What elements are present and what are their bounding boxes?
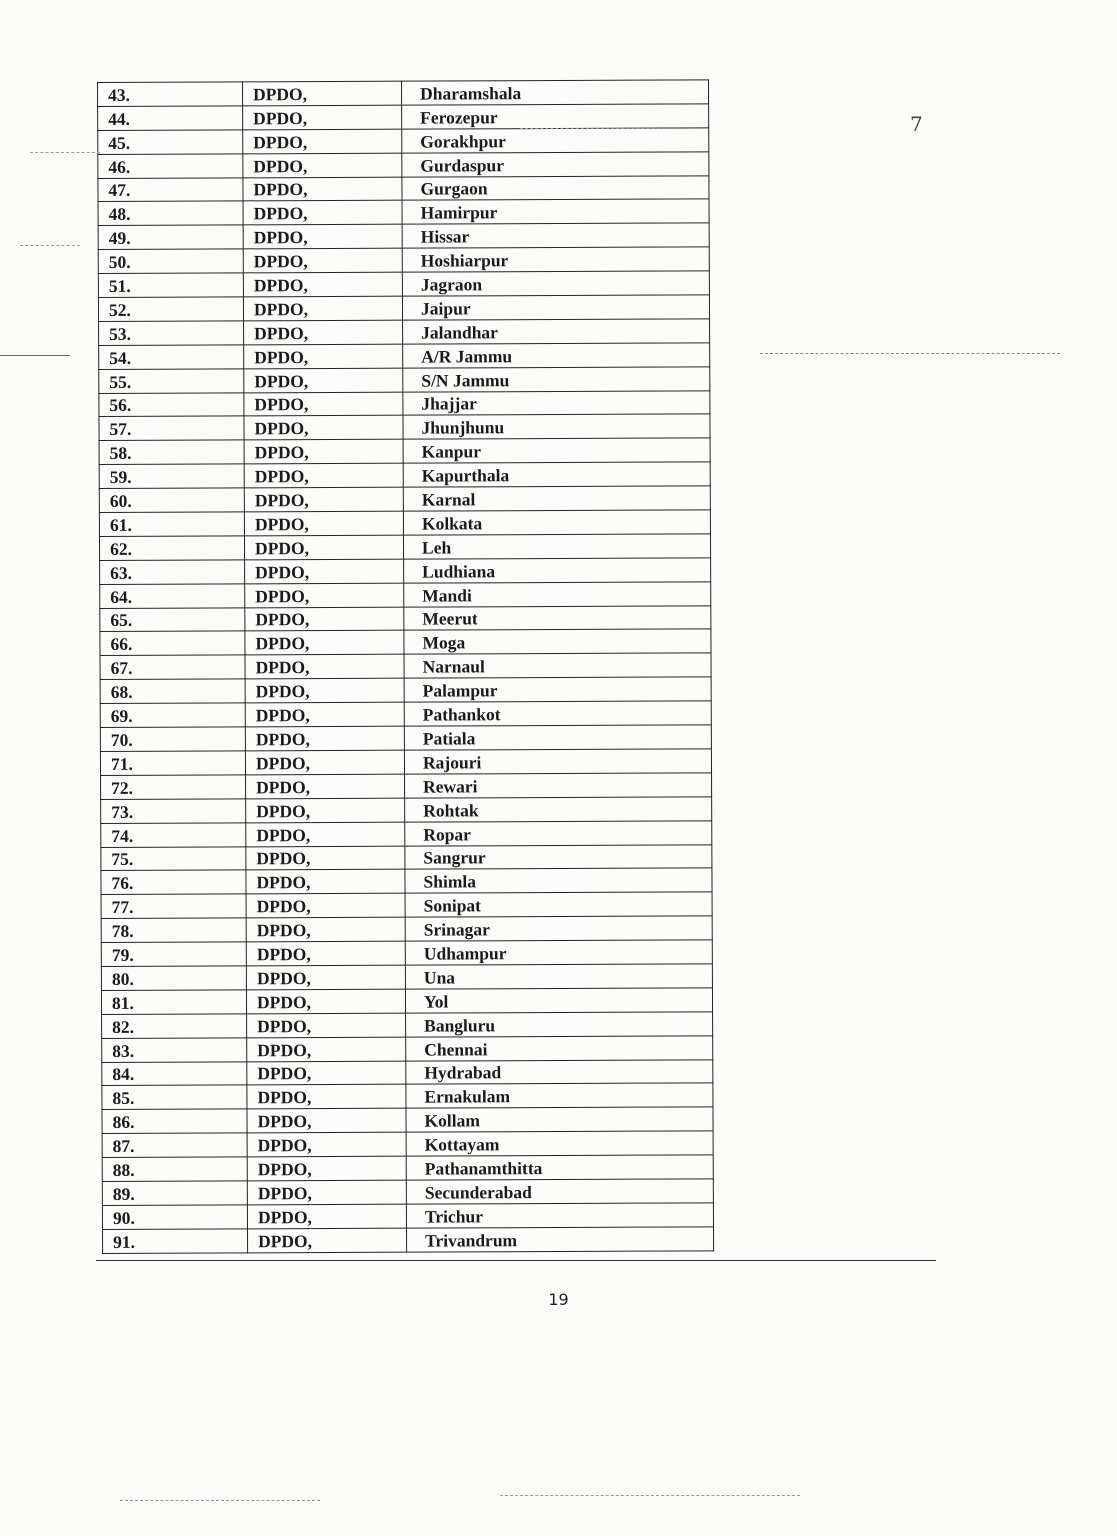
office-cell: DPDO, (244, 487, 403, 512)
table-row (101, 868, 712, 895)
table-row (98, 295, 709, 322)
station-cell: Dharamshala (401, 80, 708, 105)
table-row (99, 343, 710, 370)
table-row (98, 80, 709, 107)
serial-number-cell: 73. (101, 799, 246, 824)
office-cell: DPDO, (243, 248, 402, 273)
table-row (98, 104, 709, 131)
table-row (102, 1155, 713, 1182)
serial-number-cell: 90. (102, 1205, 247, 1230)
office-cell: DPDO, (245, 655, 404, 680)
station-cell: Kapurthala (403, 462, 710, 487)
station-cell: Bangluru (406, 1012, 713, 1037)
office-cell: DPDO, (245, 678, 404, 703)
station-cell: Gorakhpur (402, 128, 709, 153)
office-cell: DPDO, (244, 511, 403, 536)
office-cell: DPDO, (246, 798, 405, 823)
table-row (101, 773, 712, 800)
station-cell: Una (405, 964, 712, 989)
serial-number-cell: 53. (99, 321, 244, 346)
serial-number-cell: 49. (98, 225, 243, 250)
serial-number-cell: 84. (102, 1061, 247, 1086)
office-cell: DPDO, (246, 989, 405, 1014)
serial-number-cell: 48. (98, 201, 243, 226)
table-row (98, 199, 709, 226)
station-cell: Rohtak (405, 797, 712, 822)
serial-number-cell: 83. (102, 1037, 247, 1062)
station-cell: Meerut (404, 605, 711, 630)
serial-number-cell: 79. (101, 942, 246, 967)
table-row (100, 701, 711, 728)
scan-artifact (760, 353, 1060, 354)
office-cell: DPDO, (243, 225, 402, 250)
office-cell: DPDO, (247, 1108, 406, 1133)
serial-number-cell: 75. (101, 846, 246, 871)
table-row (101, 988, 712, 1015)
office-cell: DPDO, (244, 416, 403, 441)
table-row (98, 152, 709, 179)
scan-artifact (20, 245, 80, 246)
margin-mark: 7 (910, 112, 923, 136)
office-cell: DPDO, (245, 702, 404, 727)
table-row (99, 462, 710, 489)
office-cell: DPDO, (245, 726, 404, 751)
station-cell: Leh (403, 534, 710, 559)
table-row (102, 1179, 713, 1206)
station-cell: Hydrabad (406, 1059, 713, 1084)
serial-number-cell: 54. (99, 345, 244, 370)
scan-artifact (0, 355, 70, 356)
station-cell: Hamirpur (402, 199, 709, 224)
office-cell: DPDO, (243, 153, 402, 178)
office-cell: DPDO, (245, 583, 404, 608)
office-cell: DPDO, (246, 917, 405, 942)
table-row (101, 916, 712, 943)
station-cell: Ropar (405, 820, 712, 845)
scan-artifact (500, 1495, 800, 1496)
office-cell: DPDO, (246, 941, 405, 966)
table-row (101, 940, 712, 967)
station-cell: Jhajjar (403, 390, 710, 415)
table-row (101, 892, 712, 919)
table-row (98, 247, 709, 274)
station-cell: Kolkata (403, 510, 710, 535)
table-row (98, 223, 709, 250)
office-cell: DPDO, (244, 463, 403, 488)
table-row (98, 128, 709, 155)
serial-number-cell: 57. (99, 416, 244, 441)
table-row (102, 1131, 713, 1158)
serial-number-cell: 66. (100, 631, 245, 656)
serial-number-cell: 71. (100, 751, 245, 776)
table-row (100, 653, 711, 680)
office-cell: DPDO, (245, 631, 404, 656)
table-row (98, 271, 709, 298)
table-row (102, 1203, 713, 1230)
serial-number-cell: 51. (98, 273, 243, 298)
serial-number-cell: 89. (102, 1181, 247, 1206)
serial-number-cell: 65. (100, 607, 245, 632)
station-cell: Chennai (406, 1035, 713, 1060)
station-cell: Moga (404, 629, 711, 654)
serial-number-cell: 62. (99, 536, 244, 561)
table-row (100, 605, 711, 632)
table-row (99, 510, 710, 537)
office-cell: DPDO, (245, 559, 404, 584)
table-row (102, 1059, 713, 1086)
serial-number-cell: 45. (98, 130, 243, 155)
table-row (102, 1035, 713, 1062)
serial-number-cell: 82. (102, 1014, 247, 1039)
office-cell: DPDO, (246, 965, 405, 990)
table-row (99, 319, 710, 346)
office-cell: DPDO, (244, 320, 403, 345)
station-cell: Jagraon (402, 271, 709, 296)
table-row (100, 582, 711, 609)
serial-number-cell: 61. (99, 512, 244, 537)
scan-artifact (120, 1500, 320, 1501)
table-row (99, 367, 710, 394)
station-cell: Hissar (402, 223, 709, 248)
office-cell: DPDO, (244, 535, 403, 560)
office-cell: DPDO, (243, 177, 402, 202)
table-row (99, 414, 710, 441)
station-cell: Trivandrum (407, 1227, 714, 1252)
office-cell: DPDO, (244, 440, 403, 465)
serial-number-cell: 59. (99, 464, 244, 489)
serial-number-cell: 50. (98, 249, 243, 274)
office-cell: DPDO, (247, 1204, 406, 1229)
table-row (100, 558, 711, 585)
table-row (99, 438, 710, 465)
station-cell: Rajouri (404, 749, 711, 774)
serial-number-cell: 69. (100, 703, 245, 728)
scan-artifact (520, 128, 680, 129)
serial-number-cell: 67. (100, 655, 245, 680)
serial-number-cell: 80. (101, 966, 246, 991)
station-cell: Jhunjhunu (403, 414, 710, 439)
serial-number-cell: 87. (102, 1133, 247, 1158)
office-cell: DPDO, (243, 81, 402, 106)
table-bottom-rule (96, 1260, 936, 1261)
serial-number-cell: 60. (99, 488, 244, 513)
serial-number-cell: 43. (98, 82, 243, 107)
station-cell: Secunderabad (406, 1179, 713, 1204)
office-cell: DPDO, (247, 1013, 406, 1038)
serial-number-cell: 55. (99, 369, 244, 394)
office-cell: DPDO, (243, 201, 402, 226)
table-row (99, 534, 710, 561)
serial-number-cell: 68. (100, 679, 245, 704)
serial-number-cell: 58. (99, 440, 244, 465)
table-row (101, 844, 712, 871)
office-cell: DPDO, (244, 392, 403, 417)
serial-number-cell: 81. (101, 990, 246, 1015)
station-cell: Kanpur (403, 438, 710, 463)
table-row (99, 486, 710, 513)
table-row (98, 175, 709, 202)
serial-number-cell: 72. (101, 775, 246, 800)
station-cell: Ferozepur (402, 104, 709, 129)
office-cell: DPDO, (244, 344, 403, 369)
serial-number-cell: 47. (98, 177, 243, 202)
table-row (102, 1107, 713, 1134)
serial-number-cell: 85. (102, 1085, 247, 1110)
station-cell: Pathanamthitta (406, 1155, 713, 1180)
table-row (100, 725, 711, 752)
office-cell: DPDO, (243, 296, 402, 321)
office-cell: DPDO, (246, 774, 405, 799)
serial-number-cell: 46. (98, 154, 243, 179)
office-cell: DPDO, (247, 1061, 406, 1086)
station-cell: Pathankot (404, 701, 711, 726)
office-cell: DPDO, (245, 607, 404, 632)
table-row (102, 1012, 713, 1039)
station-cell: Sangrur (405, 844, 712, 869)
station-cell: A/R Jammu (403, 343, 710, 368)
serial-number-cell: 74. (101, 822, 246, 847)
table-row (102, 1083, 713, 1110)
serial-number-cell: 56. (99, 392, 244, 417)
serial-number-cell: 78. (101, 918, 246, 943)
station-cell: Ludhiana (404, 558, 711, 583)
station-cell: Palampur (404, 677, 711, 702)
station-cell: Yol (405, 988, 712, 1013)
office-cell: DPDO, (248, 1228, 407, 1253)
station-cell: Gurgaon (402, 175, 709, 200)
serial-number-cell: 63. (100, 560, 245, 585)
scan-artifact (30, 152, 100, 153)
station-cell: Karnal (403, 486, 710, 511)
office-cell: DPDO, (246, 893, 405, 918)
office-cell: DPDO, (247, 1037, 406, 1062)
station-cell: Kollam (406, 1107, 713, 1132)
serial-number-cell: 64. (100, 584, 245, 609)
serial-number-cell: 86. (102, 1109, 247, 1134)
office-cell: DPDO, (247, 1156, 406, 1181)
office-cell: DPDO, (244, 368, 403, 393)
station-cell: Jaipur (402, 295, 709, 320)
station-cell: Jalandhar (403, 319, 710, 344)
serial-number-cell: 77. (101, 894, 246, 919)
station-cell: Trichur (406, 1203, 713, 1228)
office-list-table (97, 79, 714, 1253)
office-cell: DPDO, (246, 822, 405, 847)
table-row (100, 629, 711, 656)
station-cell: Patiala (404, 725, 711, 750)
station-cell: Ernakulam (406, 1083, 713, 1108)
station-cell: Hoshiarpur (402, 247, 709, 272)
serial-number-cell: 70. (100, 727, 245, 752)
table-row (101, 964, 712, 991)
table-row (100, 677, 711, 704)
station-cell: Srinagar (405, 916, 712, 941)
station-cell: Udhampur (405, 940, 712, 965)
page-number: 19 (548, 1290, 569, 1309)
office-cell: DPDO, (243, 272, 402, 297)
serial-number-cell: 91. (103, 1229, 248, 1254)
serial-number-cell: 44. (98, 106, 243, 131)
office-cell: DPDO, (247, 1085, 406, 1110)
table-row (103, 1227, 714, 1254)
table-row (101, 797, 712, 824)
table-body (98, 80, 714, 1253)
serial-number-cell: 52. (98, 297, 243, 322)
office-cell: DPDO, (246, 870, 405, 895)
station-cell: Shimla (405, 868, 712, 893)
office-cell: DPDO, (243, 129, 402, 154)
office-cell: DPDO, (243, 105, 402, 130)
station-cell: Rewari (405, 773, 712, 798)
station-cell: Sonipat (405, 892, 712, 917)
table-row (100, 749, 711, 776)
station-cell: Kottayam (406, 1131, 713, 1156)
table-row (99, 390, 710, 417)
office-cell: DPDO, (245, 750, 404, 775)
station-cell: S/N Jammu (403, 367, 710, 392)
station-cell: Narnaul (404, 653, 711, 678)
office-cell: DPDO, (247, 1132, 406, 1157)
serial-number-cell: 76. (101, 870, 246, 895)
office-cell: DPDO, (246, 846, 405, 871)
station-cell: Mandi (404, 582, 711, 607)
station-cell: Gurdaspur (402, 152, 709, 177)
office-cell: DPDO, (247, 1180, 406, 1205)
serial-number-cell: 88. (102, 1157, 247, 1182)
table-row (101, 820, 712, 847)
